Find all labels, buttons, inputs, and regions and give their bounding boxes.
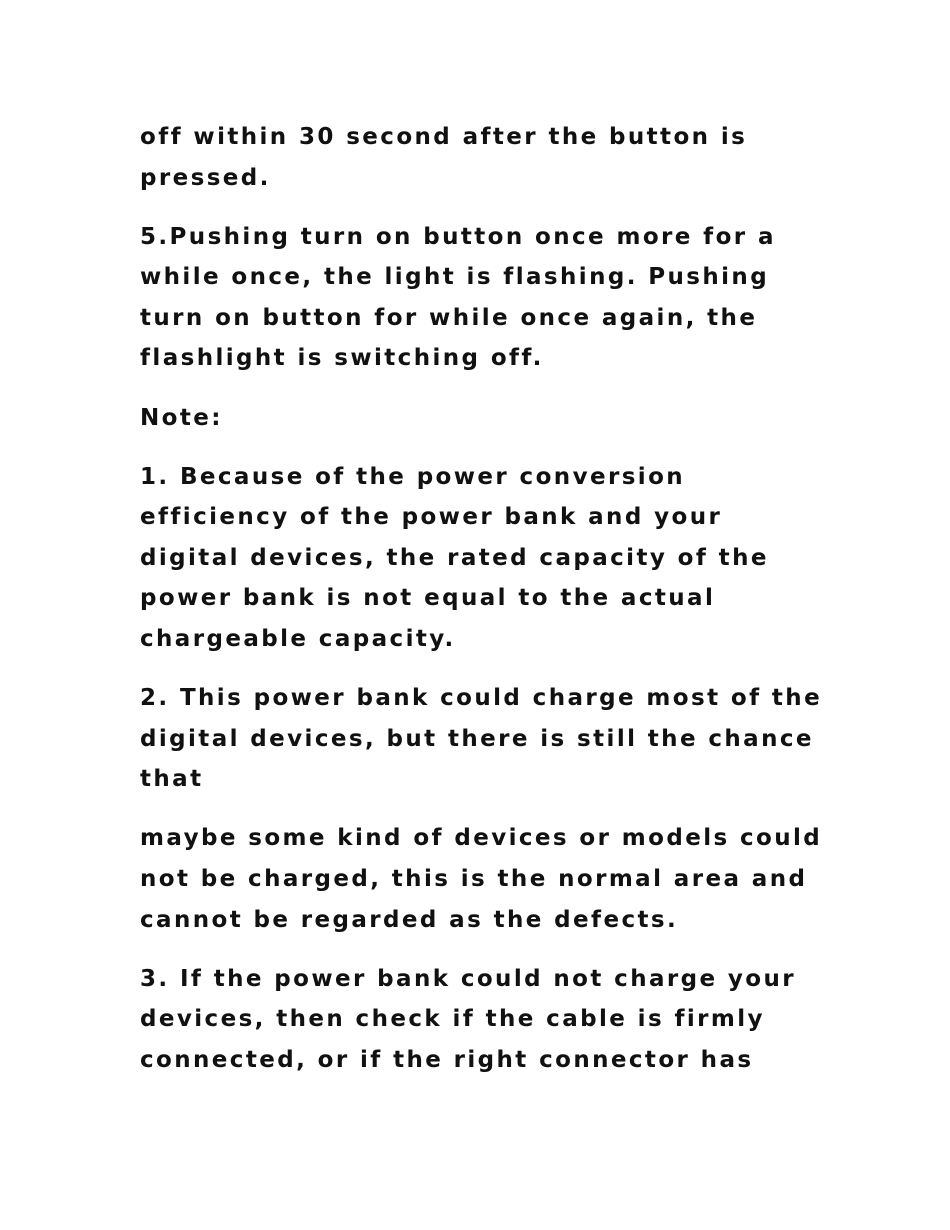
text-line: power bank is not equal to the actual xyxy=(140,585,716,612)
text-line: flashlight is switching off. xyxy=(140,345,544,372)
text-line: maybe some kind of devices or models could xyxy=(140,825,823,852)
paragraph-note-1 xyxy=(140,457,830,660)
text-line: digital devices, but there is still the chance xyxy=(140,725,814,752)
text-line: off within 30 second after the button is xyxy=(140,124,748,150)
paragraph-step-5 xyxy=(140,217,830,379)
text-line: 2. This power bank could charge most of the xyxy=(140,685,823,712)
text-line: efficiency of the power bank and your xyxy=(140,504,723,531)
paragraph-note-3 xyxy=(140,959,830,1081)
text-line: 5.Pushing turn on button once more for a xyxy=(140,223,776,250)
text-line: pressed. xyxy=(140,164,271,191)
paragraph-note-2 xyxy=(140,678,830,800)
text-line: Note: xyxy=(140,404,223,431)
text-line: connected, or if the right connector has xyxy=(140,1046,754,1073)
text-line: not be charged, this is the normal area and xyxy=(140,866,808,892)
text-line: turn on button for while once again, the xyxy=(140,304,758,331)
text-line: that xyxy=(140,766,204,793)
text-line: devices, then check if the cable is firmly xyxy=(140,1006,765,1033)
document-page xyxy=(140,117,830,1099)
paragraph-note-2-continued xyxy=(140,818,830,940)
text-line: 3. If the power bank could not charge your xyxy=(140,965,797,992)
text-line: cannot be regarded as the defects. xyxy=(140,906,679,933)
text-line: digital devices, the rated capacity of the xyxy=(140,544,769,571)
note-heading xyxy=(140,398,830,439)
text-line: 1. Because of the power conversion xyxy=(140,463,686,490)
text-line: chargeable capacity. xyxy=(140,626,456,653)
text-line: while once, the light is flashing. Pushing xyxy=(140,264,770,291)
paragraph-auto-off xyxy=(140,117,830,198)
